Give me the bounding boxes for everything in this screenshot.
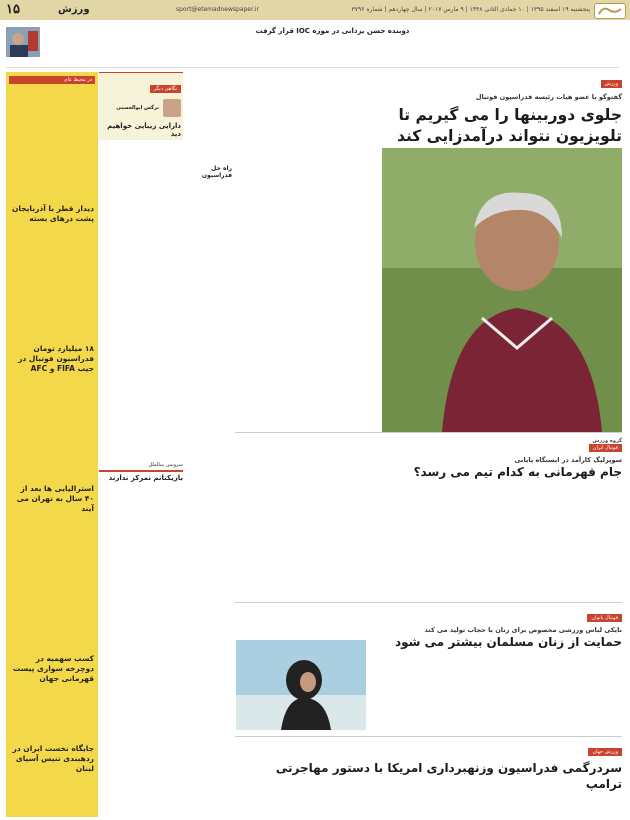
column2-footer-label: سرویس بینالملل	[148, 462, 183, 468]
main-author: گروه ورزش	[592, 438, 622, 444]
side-box-title: راه حل فدراسیون	[201, 165, 232, 179]
second-article-head	[242, 434, 622, 480]
third-label: فوتبال بانوان	[587, 614, 622, 622]
sidebar-label: در محیط عام	[9, 76, 95, 84]
fourth-headline: سردرگمی فدراسیون وزنهبرداری امریکا با دستور مهاجرتی ترامپ	[275, 761, 622, 791]
third-kicker: نایکی لباس ورزشی مخصوص برای زنان با حجاب تولید می کند	[424, 626, 622, 634]
main-photo	[382, 148, 622, 432]
main-article-head	[382, 70, 622, 147]
column2-footer	[99, 462, 183, 482]
sidebar-item-title: استرالیایی ها بعد از ۴۰ سال به تهران می آیند	[16, 484, 94, 513]
opinion-label: نگاهی دیگر	[150, 85, 181, 93]
opinion-author-row	[101, 98, 181, 118]
sidebar-item-title: جایگاه نخست ایران در ردهبندی تنیس آسیای لبنان	[12, 744, 94, 773]
main-label: ورزش	[601, 80, 622, 88]
main-kicker: گفتوگو با عضو هیات رئیسه فدراسیون فوتبال	[475, 93, 622, 101]
second-label: فوتبال ایران	[589, 444, 622, 452]
page-number: ۱۵	[6, 2, 20, 17]
sidebar-item-title: کسب سهمیه در دوچرخه سواری پیست قهرمانی جهان	[12, 654, 94, 683]
third-photo	[236, 640, 366, 730]
third-headline: حمایت از زنان مسلمان بیشتر می شود	[394, 635, 622, 649]
opinion-headline: دارایی زیبایی خواهیم دید	[107, 122, 181, 138]
column2-footer-title: بازیکنانم تمرکز ندارند	[108, 474, 183, 482]
opinion-author: نرگس ابوالحسنی	[116, 105, 159, 111]
brief-title: دوبنده حسن یزدانی در موزه IOC قرار گرفت	[255, 27, 410, 35]
brief-photo	[6, 27, 40, 57]
author-photo	[163, 99, 181, 117]
second-kicker: سوپرلیگ کارآمد در ایستگاه پایانی	[514, 456, 622, 464]
date-line: پنجشنبه ۱۹ اسفند ۱۳۹۵ | ۱۰ جمادی الثانی ۱۴۳۸ | ۹ مارس ۲۰۱۷ | سال چهاردهم | شماره ۳۷۹۶	[351, 6, 590, 13]
fourth-article-head	[242, 738, 622, 792]
sidebar-item-title: دیدار قطر با آذربایجان پشت درهای بسته	[11, 204, 94, 223]
section-title: ورزش	[58, 4, 90, 15]
newspaper-logo	[594, 3, 626, 19]
news-sidebar	[6, 72, 98, 817]
opinion-column	[99, 72, 183, 817]
page-header	[0, 0, 630, 20]
main-headline: جلوی دوربینها را می گیریم تا تلویزیون نتواند درآمدزایی کند	[396, 106, 622, 145]
sidebar-item-title: ۱۸ میلیارد تومان فدراسیون فوتبال در جیب FIFA و AFC	[18, 344, 94, 373]
second-headline: جام قهرمانی به کدام تیم می رسد؟	[413, 465, 622, 479]
fourth-label: ورزش جهان	[588, 748, 622, 756]
top-brief	[6, 27, 619, 68]
side-box	[188, 163, 232, 181]
section-email[interactable]: sport@etemadnewspaper.ir	[176, 6, 259, 13]
